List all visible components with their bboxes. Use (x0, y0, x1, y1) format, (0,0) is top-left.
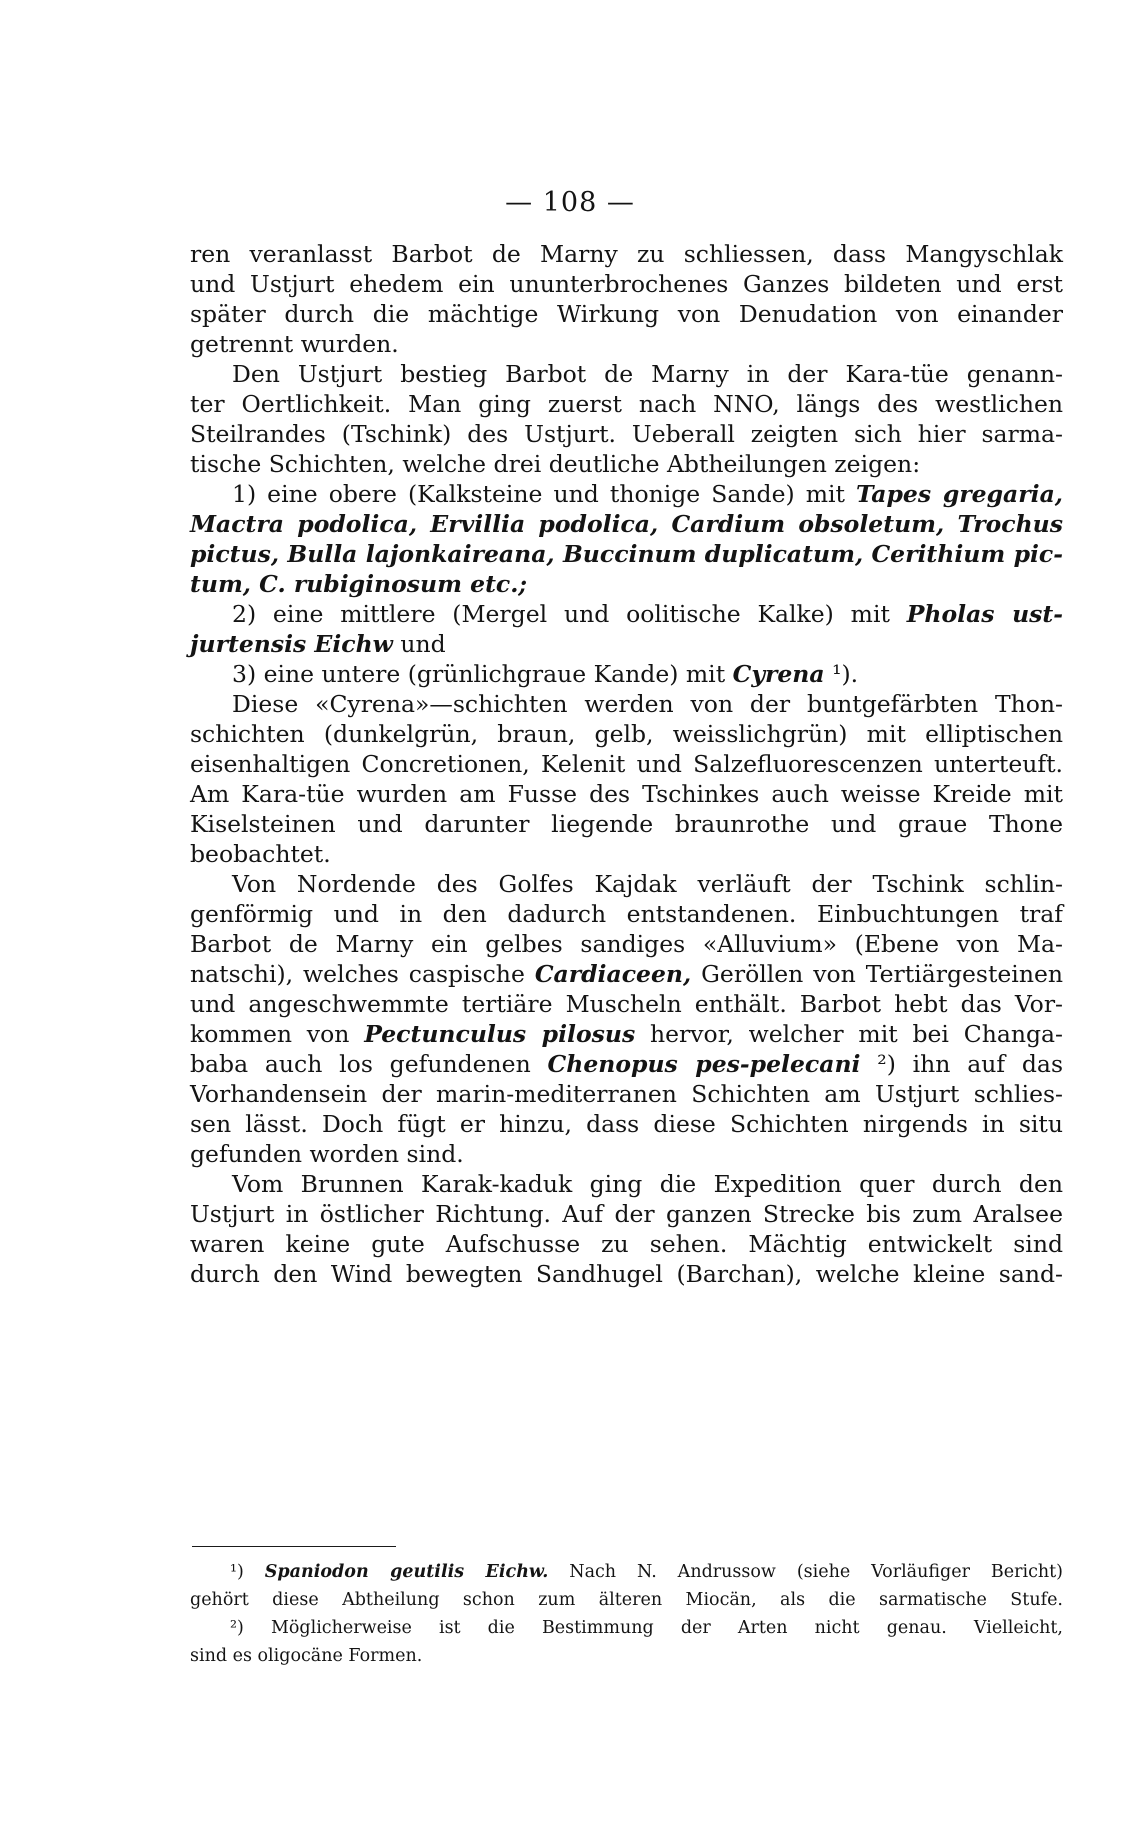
text-line: natschi), welches caspische Cardiaceen, Geröllen von Tertiärgesteinen (190, 960, 1063, 988)
page-number: — 108 — (505, 187, 635, 218)
text-line: 2) eine mittlere (Mergel und oolitische Kalke) mit Pholas ust- (232, 600, 1063, 628)
footnote-line: ²) Möglicherweise ist die Bestimmung der Arten nicht genau. Vielleicht, (230, 1618, 1063, 1638)
text-line: gefunden worden sind. (190, 1140, 464, 1168)
footnote-rule (192, 1546, 396, 1547)
text-line: tum, C. rubiginosum etc.; (190, 570, 528, 598)
text-line: jurtensis Eichw und (190, 630, 446, 658)
text-line: durch den Wind bewegten Sandhugel (Barchan), welche kleine sand- (190, 1260, 1063, 1288)
text-line: Ustjurt in östlicher Richtung. Auf der ganzen Strecke bis zum Aralsee (190, 1200, 1063, 1228)
text-line: beobachtet. (190, 840, 331, 868)
text-line: später durch die mächtige Wirkung von Denudation von einander (190, 300, 1063, 328)
text-line: ter Oertlichkeit. Man ging zuerst nach NNO, längs des westlichen (190, 390, 1063, 418)
text-line: getrennt wurden. (190, 330, 399, 358)
text-line: kommen von Pectunculus pilosus hervor, welcher mit bei Changa- (190, 1020, 1063, 1048)
text-line: pictus, Bulla lajonkaireana, Buccinum duplicatum, Cerithium pic- (190, 540, 1063, 568)
text-line: 3) eine untere (grünlichgraue Kande) mit Cyrena ¹). (232, 660, 859, 688)
text-line: und Ustjurt ehedem ein ununterbrochenes Ganzes bildeten und erst (190, 270, 1063, 298)
text-line: sen lässt. Doch fügt er hinzu, dass diese Schichten nirgends in situ (190, 1110, 1063, 1138)
text-line: Barbot de Marny ein gelbes sandiges «Alluvium» (Ebene von Ma- (190, 930, 1063, 958)
text-line: baba auch los gefundenen Chenopus pes-pelecani ²) ihn auf das (190, 1050, 1063, 1078)
text-line: Kiselsteinen und darunter liegende braunrothe und graue Thone (190, 810, 1063, 838)
text-line: eisenhaltigen Concretionen, Kelenit und Salzefluorescenzen unterteuft. (190, 750, 1063, 778)
footnote-line: gehört diese Abtheilung schon zum älteren Miocän, als die sarmatische Stufe. (190, 1590, 1063, 1610)
text-line: tische Schichten, welche drei deutliche Abtheilungen zeigen: (190, 450, 921, 478)
text-line: Steilrandes (Tschink) des Ustjurt. Ueberall zeigten sich hier sarma- (190, 420, 1063, 448)
text-line: Vom Brunnen Karak-kaduk ging die Expedition quer durch den (232, 1170, 1063, 1198)
text-line: Den Ustjurt bestieg Barbot de Marny in der Kara-tüe genann- (232, 360, 1063, 388)
text-line: Vorhandensein der marin-mediterranen Schichten am Ustjurt schlies- (190, 1080, 1063, 1108)
footnote-line: ¹) Spaniodon geutilis Eichw. Nach N. Andrussow (siehe Vorläufiger Bericht) (230, 1562, 1064, 1582)
text-line: Mactra podolica, Ervillia podolica, Cardium obsoletum, Trochus (190, 510, 1063, 538)
text-line: 1) eine obere (Kalksteine und thonige Sande) mit Tapes gregaria, (232, 480, 1063, 508)
text-line: waren keine gute Aufschusse zu sehen. Mächtig entwickelt sind (190, 1230, 1063, 1258)
text-line: genförmig und in den dadurch entstandenen. Einbuchtungen traf (190, 900, 1063, 928)
text-line: schichten (dunkelgrün, braun, gelb, weisslichgrün) mit elliptischen (190, 720, 1063, 748)
text-line: und angeschwemmte tertiäre Muscheln enthält. Barbot hebt das Vor- (190, 990, 1063, 1018)
text-line: Am Kara-tüe wurden am Fusse des Tschinkes auch weisse Kreide mit (190, 780, 1063, 808)
text-line: Diese «Cyrena»—schichten werden von der buntgefärbten Thon- (232, 690, 1063, 718)
footnote-line: sind es oligocäne Formen. (190, 1646, 423, 1666)
text-line: Von Nordende des Golfes Kajdak verläuft der Tschink schlin- (232, 870, 1063, 898)
text-line: ren veranlasst Barbot de Marny zu schliessen, dass Mangyschlak (190, 240, 1063, 268)
